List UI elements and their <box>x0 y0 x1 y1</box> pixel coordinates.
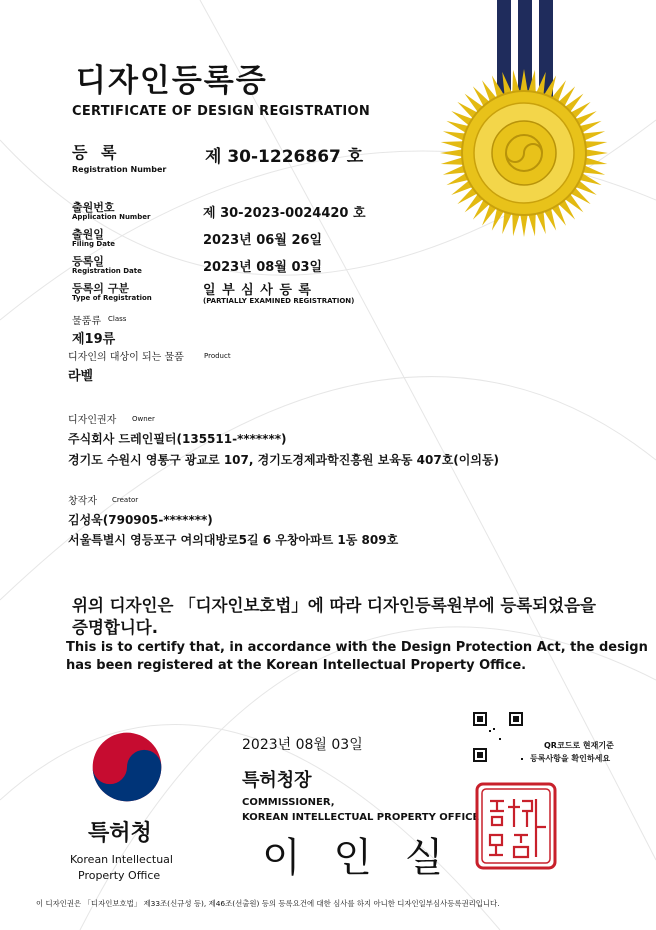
class-label-en: Class <box>108 315 127 323</box>
registration-type: 일 부 심 사 등 록 <box>203 283 312 298</box>
product-label: 디자인의 대상이 되는 물품 <box>68 352 184 363</box>
product-value: 라벨 <box>68 369 94 384</box>
kipo-name-ko: 특허청 <box>88 821 152 846</box>
filing-date-label: 출원일 <box>72 228 104 241</box>
application-number: 제 30-2023-0024420 호 <box>203 206 366 221</box>
statement-ko-line1: 위의 디자인은 「디자인보호법」에 따라 디자인등록원부에 등록되었음을 <box>72 596 596 615</box>
registration-type-en: (PARTIALLY EXAMINED REGISTRATION) <box>203 297 355 305</box>
qr-note-line2: 등록사항을 확인하세요 <box>530 754 611 763</box>
filing-date-label-en: Filing Date <box>72 240 116 248</box>
owner-label: 디자인권자 <box>68 415 117 426</box>
statement-en-line1: This is to certify that, in accordance with the Design Protection Act, the design <box>66 640 648 655</box>
commissioner-signature: 이 인 실 <box>262 835 454 881</box>
commissioner-title-en2: KOREAN INTELLECTUAL PROPERTY OFFICE <box>242 812 480 823</box>
kipo-name-en1: Korean Intellectual <box>70 853 173 866</box>
product-label-en: Product <box>204 352 231 360</box>
owner-label-en: Owner <box>132 415 155 423</box>
application-number-label-en: Application Number <box>72 213 151 221</box>
qr-note-line1: QR코드로 현재기준 <box>544 741 614 750</box>
statement-ko-line2: 증명합니다. <box>72 618 158 637</box>
registration-date-label: 등록일 <box>72 255 104 268</box>
kipo-name-en2: Property Office <box>78 869 161 882</box>
filing-date: 2023년 06월 26일 <box>203 233 323 248</box>
qr-code-icon[interactable] <box>473 712 523 762</box>
official-stamp-icon <box>474 781 558 871</box>
creator-label-en: Creator <box>112 496 139 504</box>
registration-label: 등 록 <box>72 143 121 162</box>
certificate-title-en: CERTIFICATE OF DESIGN REGISTRATION <box>72 104 371 119</box>
kipo-logo-icon <box>88 728 166 806</box>
owner-name: 주식회사 드레인필터(135511-*******) <box>68 432 287 446</box>
application-number-label: 출원번호 <box>72 201 115 214</box>
registration-date-label-en: Registration Date <box>72 267 142 275</box>
creator-address: 서울특별시 영등포구 여의대방로5길 6 우창아파트 1동 809호 <box>68 533 399 547</box>
class-value: 제19류 <box>72 332 116 347</box>
registration-label-en: Registration Number <box>72 165 167 174</box>
gold-seal-icon <box>437 66 611 240</box>
creator-name: 김성욱(790905-*******) <box>68 513 213 527</box>
statement-en-line2: has been registered at the Korean Intellectual Property Office. <box>66 658 527 673</box>
issue-date: 2023년 08월 03일 <box>242 737 363 753</box>
commissioner-title-en1: COMMISSIONER, <box>242 797 335 808</box>
class-label: 물품류 <box>72 316 101 327</box>
disclaimer: 이 디자인권은 「디자인보호법」 제33조(신규성 등), 제46조(선출원) 등의 등록요건에 대한 심사를 하지 아니한 디자인일부심사등록권리입니다. <box>36 899 500 908</box>
commissioner-title-ko: 특허청장 <box>242 770 312 791</box>
registration-type-label-en: Type of Registration <box>72 294 152 302</box>
owner-address: 경기도 수원시 영통구 광교로 107, 경기도경제과학진흥원 보육동 407호(이의동) <box>68 453 500 467</box>
registration-type-label: 등록의 구분 <box>72 282 129 295</box>
registration-date: 2023년 08월 03일 <box>203 260 323 275</box>
certificate-title: 디자인등록증 <box>76 63 268 99</box>
creator-label: 창작자 <box>68 496 97 507</box>
registration-number: 제 30-1226867 호 <box>205 147 364 167</box>
